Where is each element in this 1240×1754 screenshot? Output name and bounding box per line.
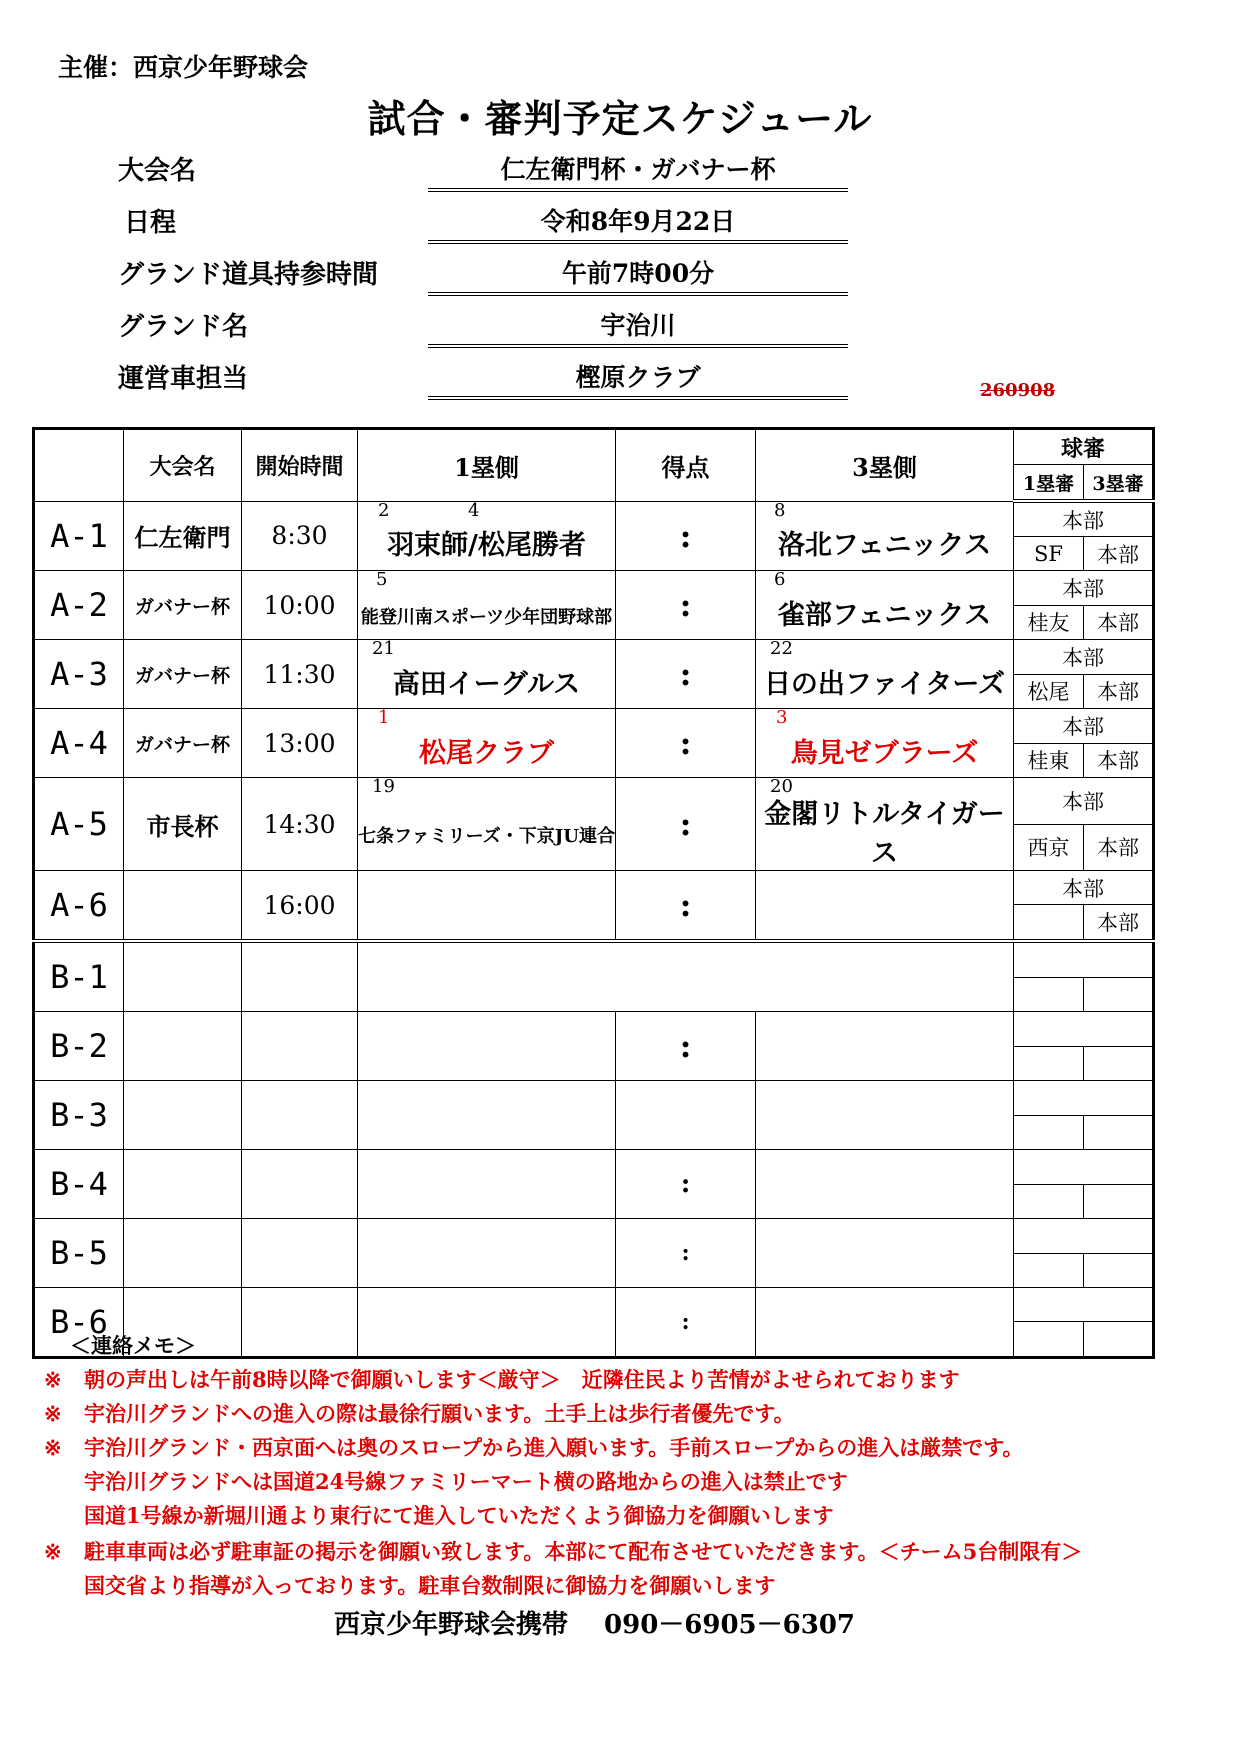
tournament-cell bbox=[124, 871, 242, 942]
first-base-team-cell bbox=[358, 1012, 616, 1081]
team-number: 5 bbox=[376, 569, 388, 590]
organizer: 主催：西京少年野球会 bbox=[58, 53, 309, 82]
tournament-cell bbox=[124, 1219, 242, 1288]
first-base-team-cell bbox=[358, 1288, 616, 1358]
score-cell: : bbox=[616, 778, 756, 871]
score-cell: : bbox=[616, 571, 756, 640]
header-ump-first: 1塁審 bbox=[1014, 465, 1084, 502]
info-label-vehicle: 運営車担当 bbox=[118, 364, 249, 394]
score-cell bbox=[616, 1081, 756, 1150]
first-base-team: 高田イーグルス bbox=[392, 668, 581, 700]
start-time-cell bbox=[242, 1150, 358, 1219]
tournament-cell: ガバナー杯 bbox=[124, 640, 242, 709]
third-base-umpire bbox=[1084, 1184, 1154, 1219]
tournament-cell bbox=[124, 1150, 242, 1219]
third-base-team: 金閣リトルタイガース bbox=[764, 799, 1005, 869]
table-row bbox=[34, 709, 1154, 744]
table-row bbox=[34, 640, 1154, 675]
slot-label: A-4 bbox=[34, 709, 124, 778]
first-base-umpire: 桂友 bbox=[1014, 605, 1084, 640]
slot-label: A-5 bbox=[34, 778, 124, 871]
third-base-team-cell bbox=[756, 1012, 1014, 1081]
plate-umpire bbox=[1014, 1150, 1154, 1185]
plate-umpire bbox=[1014, 1012, 1154, 1047]
third-base-team-cell bbox=[756, 709, 1014, 778]
table-row bbox=[34, 571, 1154, 606]
third-base-team-cell bbox=[756, 501, 1014, 571]
header-blank bbox=[34, 429, 124, 502]
slot-label: B-3 bbox=[34, 1081, 124, 1150]
third-base-umpire bbox=[1084, 1046, 1154, 1081]
first-base-team: 羽束師/松尾勝者 bbox=[387, 530, 586, 562]
match-cell bbox=[358, 941, 1014, 1012]
first-base-team-cell bbox=[358, 1150, 616, 1219]
third-base-umpire: 本部 bbox=[1084, 824, 1154, 871]
start-time-cell bbox=[242, 1012, 358, 1081]
third-base-umpire bbox=[1084, 1322, 1154, 1358]
memo-line bbox=[44, 1398, 795, 1428]
contact-line bbox=[334, 1604, 855, 1641]
header-score: 得点 bbox=[616, 429, 756, 502]
third-base-team: 洛北フェニックス bbox=[777, 530, 992, 562]
start-time-cell: 8:30 bbox=[242, 501, 358, 571]
third-base-umpire: 本部 bbox=[1084, 905, 1154, 941]
plate-umpire bbox=[1014, 1219, 1154, 1254]
tournament-cell bbox=[124, 1012, 242, 1081]
third-base-team: 日の出ファイターズ bbox=[763, 668, 1006, 700]
first-base-umpire bbox=[1014, 1253, 1084, 1288]
memo-mark: ※ bbox=[44, 1435, 62, 1460]
first-base-umpire: 桂東 bbox=[1014, 743, 1084, 778]
header-umpire: 球審 bbox=[1014, 429, 1154, 465]
memo-line bbox=[44, 1364, 960, 1394]
plate-umpire bbox=[1014, 941, 1154, 977]
score-cell: : bbox=[616, 871, 756, 942]
first-base-team-cell bbox=[358, 501, 616, 571]
first-base-team-cell bbox=[358, 709, 616, 778]
score-cell: : bbox=[616, 1150, 756, 1219]
third-base-umpire bbox=[1084, 1253, 1154, 1288]
first-base-team-cell bbox=[358, 778, 616, 871]
plate-umpire bbox=[1014, 1081, 1154, 1116]
third-base-umpire: 本部 bbox=[1084, 674, 1154, 709]
first-base-umpire bbox=[1014, 1322, 1084, 1358]
first-base-team-cell bbox=[358, 1081, 616, 1150]
score-cell: : bbox=[616, 1012, 756, 1081]
third-base-team-cell bbox=[756, 571, 1014, 640]
slot-label: B-4 bbox=[34, 1150, 124, 1219]
score-cell: : bbox=[616, 1219, 756, 1288]
first-base-team: 松尾クラブ bbox=[419, 737, 554, 769]
version-code: 260908 bbox=[980, 380, 1056, 401]
memo-mark: ※ bbox=[44, 1401, 62, 1426]
slot-label: B-1 bbox=[34, 941, 124, 1012]
third-base-umpire: 本部 bbox=[1084, 743, 1154, 778]
third-base-team-cell bbox=[756, 1150, 1014, 1219]
table-row bbox=[34, 941, 1154, 977]
memo-line bbox=[44, 1432, 1024, 1462]
team-number: 1 bbox=[378, 707, 390, 728]
memo-mark: ※ bbox=[44, 1367, 62, 1392]
third-base-team-cell bbox=[756, 1081, 1014, 1150]
first-base-team-cell bbox=[358, 1219, 616, 1288]
first-base-umpire: SF bbox=[1014, 537, 1084, 571]
start-time-cell: 14:30 bbox=[242, 778, 358, 871]
info-label-equipment-time: グランド道具持参時間 bbox=[118, 260, 379, 290]
third-base-team-cell bbox=[756, 1219, 1014, 1288]
third-base-umpire: 本部 bbox=[1084, 537, 1154, 571]
start-time-cell: 16:00 bbox=[242, 871, 358, 942]
table-row bbox=[34, 1012, 1154, 1047]
start-time-cell bbox=[242, 941, 358, 1012]
tournament-cell: 仁左衛門 bbox=[124, 501, 242, 571]
memo-text: 宇治川グランドへは国道24号線ファミリーマート横の路地からの進入は禁止です bbox=[84, 1469, 848, 1494]
info-value-ground: 宇治川 bbox=[428, 306, 848, 348]
contact-label: 西京少年野球会携帯 bbox=[334, 1610, 569, 1640]
slot-label: B-2 bbox=[34, 1012, 124, 1081]
plate-umpire: 本部 bbox=[1014, 571, 1154, 606]
info-value-date: 令和8年9月22日 bbox=[428, 202, 848, 244]
first-base-team: 能登川南スポーツ少年団野球部 bbox=[360, 607, 613, 628]
plate-umpire bbox=[1014, 1288, 1154, 1322]
team-number: 8 bbox=[774, 499, 786, 521]
header-start-time: 開始時間 bbox=[242, 429, 358, 502]
tournament-cell bbox=[124, 1081, 242, 1150]
score-cell: : bbox=[616, 640, 756, 709]
memo-text: 駐車車両は必ず駐車証の掲示を御願い致します。本部にて配布させていただきます。＜チーム5台制限有＞ bbox=[84, 1539, 1083, 1564]
info-value-vehicle: 樫原クラブ bbox=[428, 358, 848, 400]
third-base-team-cell bbox=[756, 778, 1014, 871]
slot-label: A-3 bbox=[34, 640, 124, 709]
header-ump-third: 3塁審 bbox=[1084, 465, 1154, 502]
table-row bbox=[34, 778, 1154, 825]
third-base-team: 雀部フェニックス bbox=[777, 599, 992, 631]
start-time-cell: 13:00 bbox=[242, 709, 358, 778]
table-row bbox=[34, 1081, 1154, 1116]
slot-label: B-5 bbox=[34, 1219, 124, 1288]
first-base-team-cell bbox=[358, 640, 616, 709]
team-number: 22 bbox=[770, 638, 793, 659]
tournament-cell: ガバナー杯 bbox=[124, 571, 242, 640]
first-base-umpire bbox=[1014, 1046, 1084, 1081]
first-base-team: 七条ファミリーズ・下京JU連合 bbox=[358, 826, 615, 847]
plate-umpire: 本部 bbox=[1014, 709, 1154, 744]
team-number: 20 bbox=[770, 776, 793, 797]
third-base-umpire: 本部 bbox=[1084, 605, 1154, 640]
memo-text: 朝の声出しは午前8時以降で御願いします＜厳守＞ 近隣住民より苦情がよせられております bbox=[84, 1367, 960, 1392]
third-base-umpire bbox=[1084, 977, 1154, 1012]
third-base-team-cell bbox=[756, 1288, 1014, 1358]
table-row bbox=[34, 501, 1154, 537]
tournament-cell: ガバナー杯 bbox=[124, 709, 242, 778]
score-cell: : bbox=[616, 501, 756, 571]
third-base-team: 鳥見ゼブラーズ bbox=[790, 737, 979, 769]
team-number: 6 bbox=[774, 569, 786, 590]
header-tournament: 大会名 bbox=[124, 429, 242, 502]
team-number: 2 bbox=[378, 499, 390, 521]
memo-title: ＜連絡メモ＞ bbox=[70, 1333, 196, 1358]
info-label-tournament: 大会名 bbox=[118, 156, 197, 186]
memo-text: 宇治川グランドへの進入の際は最徐行願います。土手上は歩行者優先です。 bbox=[84, 1401, 795, 1426]
plate-umpire: 本部 bbox=[1014, 640, 1154, 675]
table-row bbox=[34, 1219, 1154, 1254]
table-row bbox=[34, 1150, 1154, 1185]
memo-text: 国交省より指導が入っております。駐車台数制限に御協力を御願いします bbox=[84, 1573, 776, 1598]
score-cell: : bbox=[616, 1288, 756, 1358]
slot-label: B-6 bbox=[34, 1288, 124, 1358]
info-label-ground: グランド名 bbox=[118, 312, 249, 342]
start-time-cell bbox=[242, 1219, 358, 1288]
schedule-table bbox=[32, 427, 1155, 1359]
team-number: 21 bbox=[372, 638, 395, 659]
first-base-team-cell bbox=[358, 571, 616, 640]
plate-umpire: 本部 bbox=[1014, 778, 1154, 825]
first-base-umpire bbox=[1014, 1115, 1084, 1150]
plate-umpire: 本部 bbox=[1014, 871, 1154, 905]
start-time-cell bbox=[242, 1288, 358, 1358]
table-row bbox=[34, 871, 1154, 905]
start-time-cell: 10:00 bbox=[242, 571, 358, 640]
tournament-cell: 市長杯 bbox=[124, 778, 242, 871]
third-base-team-cell bbox=[756, 640, 1014, 709]
team-number: 3 bbox=[776, 707, 788, 728]
slot-label: A-2 bbox=[34, 571, 124, 640]
page-title: 試合・審判予定スケジュール bbox=[367, 96, 873, 141]
start-time-cell bbox=[242, 1081, 358, 1150]
memo-line bbox=[44, 1536, 1082, 1566]
header-first-base: 1塁側 bbox=[358, 429, 616, 502]
team-number: 4 bbox=[468, 499, 480, 521]
table-row bbox=[34, 1288, 1154, 1322]
header-third-base: 3塁側 bbox=[756, 429, 1014, 502]
info-label-date: 日程 bbox=[124, 208, 177, 238]
memo-mark: ※ bbox=[44, 1539, 62, 1564]
plate-umpire: 本部 bbox=[1014, 501, 1154, 537]
first-base-umpire bbox=[1014, 977, 1084, 1012]
slot-label: A-1 bbox=[34, 501, 124, 571]
contact-phone: 090－6905－6307 bbox=[604, 1610, 856, 1640]
info-value-tournament: 仁左衛門杯・ガバナー杯 bbox=[428, 150, 848, 192]
first-base-team-cell bbox=[358, 871, 616, 942]
first-base-umpire: 西京 bbox=[1014, 824, 1084, 871]
first-base-umpire bbox=[1014, 905, 1084, 941]
first-base-umpire: 松尾 bbox=[1014, 674, 1084, 709]
third-base-umpire bbox=[1084, 1115, 1154, 1150]
slot-label: A-6 bbox=[34, 871, 124, 942]
third-base-team-cell bbox=[756, 871, 1014, 942]
score-cell: : bbox=[616, 709, 756, 778]
memo-text: 宇治川グランド・西京面へは奥のスロープから進入願います。手前スロープからの進入は厳禁です。 bbox=[84, 1435, 1024, 1460]
first-base-umpire bbox=[1014, 1184, 1084, 1219]
memo-text: 国道1号線か新堀川通より東行にて進入していただくよう御協力を御願いします bbox=[84, 1503, 834, 1528]
start-time-cell: 11:30 bbox=[242, 640, 358, 709]
team-number: 19 bbox=[372, 776, 395, 797]
tournament-cell bbox=[124, 941, 242, 1012]
info-value-equipment-time: 午前7時00分 bbox=[428, 254, 848, 296]
